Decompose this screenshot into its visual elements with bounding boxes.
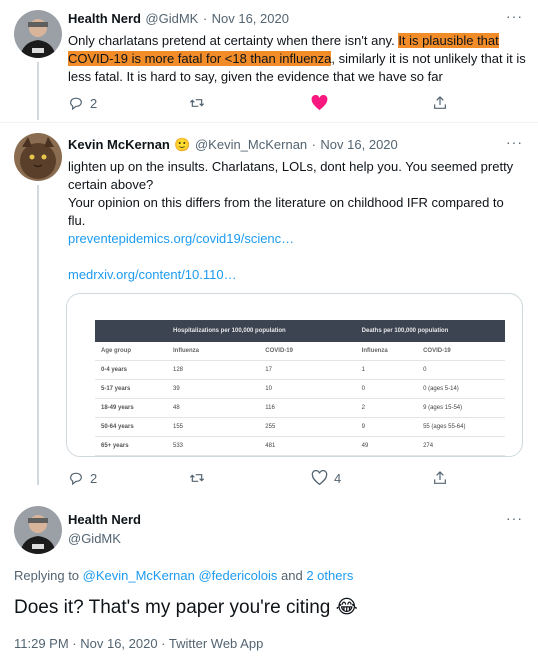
avatar-kevin-mckernan[interactable] [14,133,62,181]
reply-count: 2 [90,95,98,111]
table-cell: 50-64 years [95,418,167,437]
table-cell: 128 [167,361,259,380]
tweet1-header [68,10,289,28]
separator-dot: · [311,137,316,152]
author-handle[interactable]: @Kevin_McKernan [194,137,308,152]
table-cell: 18-49 years [95,399,167,418]
tweet-text-line: Your opinion on this differs from the literature on childhood IFR compared to flu. [68,195,504,228]
table-row [95,361,505,380]
table-cell: 55 (ages 55-64) [417,418,505,437]
table-row [95,418,505,437]
table-cell: 39 [167,380,259,399]
table-cell: 17 [259,361,355,380]
smiley-emoji-icon: 🙂 [174,137,191,152]
author-name[interactable]: Health Nerd [68,512,141,527]
table-cell: 0-4 years [95,361,167,380]
tweet-text-part: Only charlatans pretend at certainty when there isn't any. [68,33,399,48]
more-options-icon[interactable]: ··· [506,8,523,24]
link-medrxiv[interactable]: medrxiv.org/content/10.110… [68,267,237,282]
heart-filled-icon [311,95,328,111]
reply-icon [68,95,84,111]
share-button[interactable] [432,95,448,111]
replying-and: and [277,568,307,583]
tweet1-text [68,32,526,86]
replying-users-link[interactable]: @Kevin_McKernan @federicolois [82,568,278,583]
group-header-deaths: Deaths per 100,000 population [356,320,505,342]
table-row [95,399,505,418]
more-options-icon[interactable]: ··· [506,134,523,150]
link-preventepidemics[interactable]: preventepidemics.org/covid19/scienc… [68,231,295,246]
table-cell: 533 [167,437,259,456]
table-cell: 5-17 years [95,380,167,399]
divider [0,122,538,123]
replying-to [14,568,353,583]
like-count: 4 [334,470,342,486]
tweet-text-part: , similarly it is not unlikely that it is less fatal. It is hard to say, given the evidence that we have so far [68,51,526,84]
avatar-health-nerd[interactable] [14,10,62,58]
group-header-hospitalizations: Hospitalizations per 100,000 population [167,320,356,342]
thread-line [37,62,39,120]
reply-button[interactable] [68,470,97,486]
table-cell: 116 [259,399,355,418]
share-button[interactable] [432,470,448,486]
table-cell: 481 [259,437,355,456]
tweet-date[interactable]: Nov 16, 2020 [211,11,289,26]
table-cell: 0 [356,380,417,399]
col-header: Influenza [356,342,417,361]
reply-count: 2 [90,470,98,486]
col-header: Influenza [167,342,259,361]
table-cell: 10 [259,380,355,399]
table-cell: 65+ years [95,437,167,456]
tweet-metadata[interactable]: 11:29 PM · Nov 16, 2020 · Twitter Web App [14,636,264,651]
tweet2-header [68,136,398,154]
table-cell: 1 [356,361,417,380]
table-cell: 49 [356,437,417,456]
table-cell: 255 [259,418,355,437]
tweet-text-line: lighten up on the insults. Charlatans, LOLs, dont help you. You seemed pretty certain above? [68,159,514,192]
table-cell: 155 [167,418,259,437]
media-card[interactable] [66,293,523,457]
table-row [95,437,505,456]
reply-icon [68,470,84,486]
table-row [95,380,505,399]
retweet-icon [188,470,206,486]
replying-label: Replying to [14,568,83,583]
highlighted-text: It is plausible that COVID-19 is more fatal for <18 than influenza [68,33,499,66]
separator-dot: · [202,11,208,26]
tweet-date[interactable]: Nov 16, 2020 [320,137,398,152]
retweet-button[interactable] [188,470,206,486]
like-button[interactable] [311,470,341,486]
share-icon [432,95,448,111]
share-icon [432,470,448,486]
tweet2-text [68,158,518,284]
col-header: COVID-19 [417,342,505,361]
table-cell: 274 [417,437,505,456]
table-cell: 0 [417,361,505,380]
heart-outline-icon [311,470,328,486]
laughing-emoji-icon: 😂 [335,597,358,618]
reply-button[interactable] [68,95,97,111]
flu-covid-table [95,320,505,456]
table-cell: 48 [167,399,259,418]
more-options-icon[interactable]: ··· [506,510,523,526]
tweet-text: Does it? That's my paper you're citing [14,597,331,618]
author-handle[interactable]: @GidMK [145,11,199,26]
tweet3-text [14,596,358,619]
author-handle[interactable]: @GidMK [68,531,121,546]
table-cell: 9 (ages 15-54) [417,399,505,418]
replying-others-link[interactable]: 2 others [306,568,354,583]
col-header: COVID-19 [259,342,355,361]
table-cell: 9 [356,418,417,437]
table-cell: 2 [356,399,417,418]
avatar-health-nerd[interactable] [14,506,62,554]
col-header: Age group [95,342,167,361]
thread-line [37,185,39,485]
like-button[interactable] [311,95,328,111]
author-name[interactable]: Health Nerd [68,11,141,26]
retweet-button[interactable] [188,95,206,111]
table-cell: 0 (ages 5-14) [417,380,505,399]
author-name[interactable]: Kevin McKernan [68,137,170,152]
retweet-icon [188,95,206,111]
data-table-image [95,320,505,456]
